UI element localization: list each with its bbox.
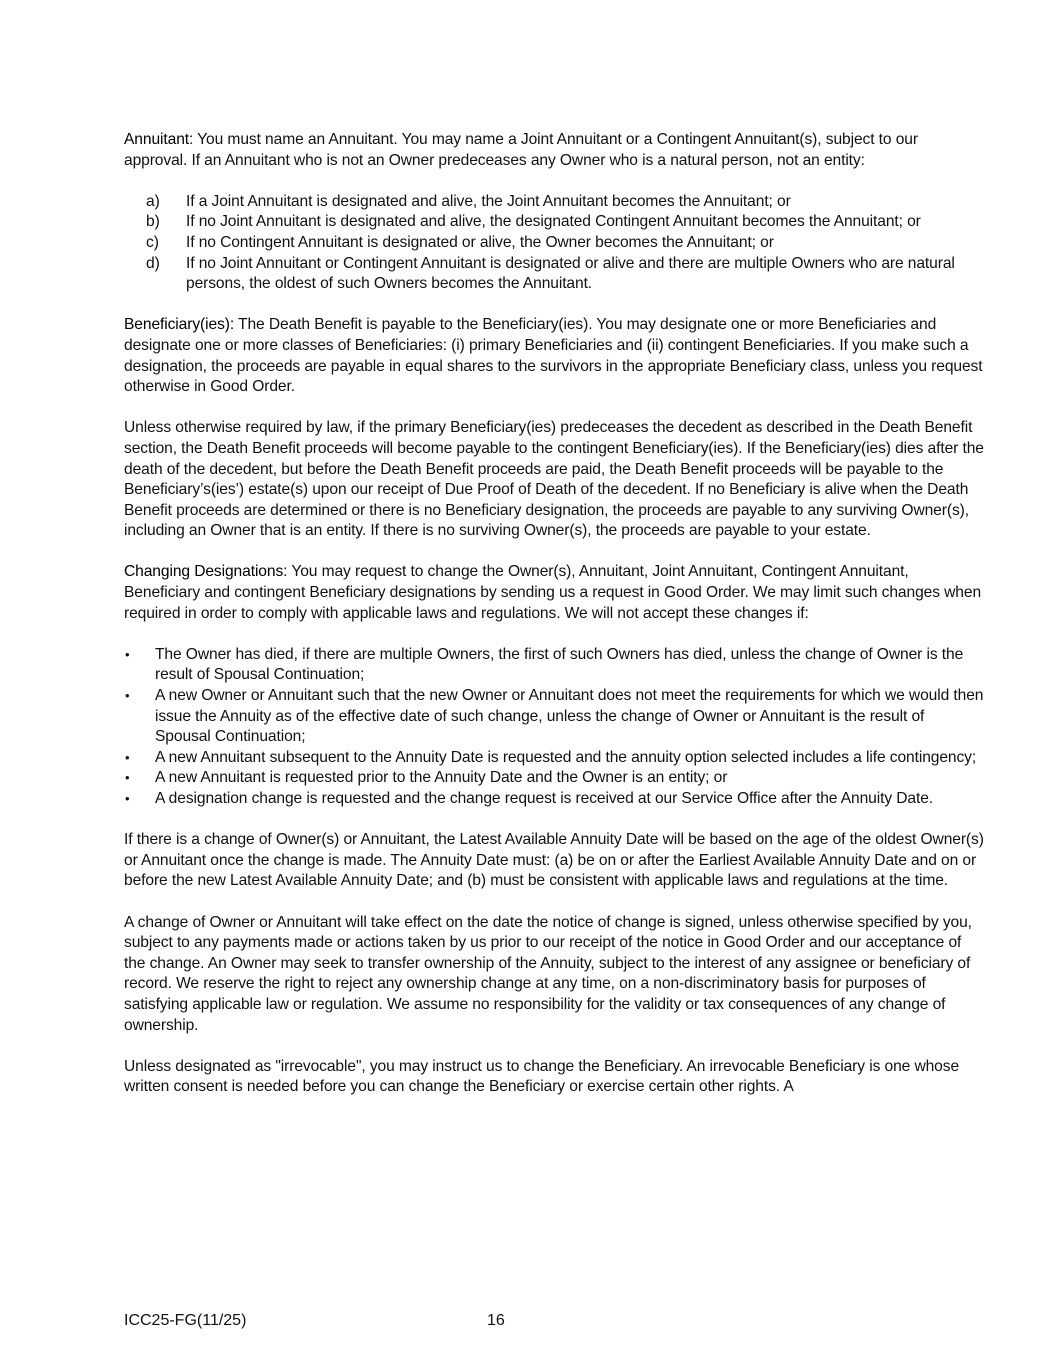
beneficiaries-heading: Beneficiary(ies): [124,316,235,334]
changing-designations-text: : You may request to change the Owner(s), Annuitant, Joint Annuitant, Contingent Annuitant, Beneficiary and contingent Beneficiary designations by sending us a request in Good Order. We may limit such changes when required in order to comply with applicable laws and regulations. We will not accept these changes if: [124,563,982,622]
list-item [124,192,984,213]
annuitant-paragraph [124,130,984,171]
list-item-text: If no Joint Annuitant is designated and alive, the designated Contingent Annuitant becomes the Annuitant; or [186,213,921,231]
irrevocable-beneficiary-paragraph: Unless designated as "irrevocable", you may instruct us to change the Beneficiary. An irrevocable Beneficiary is one whose written consent is needed before you can change the Beneficiary or exercise certain other rights. A [124,1057,960,1096]
annuitant-text: : You must name an Annuitant. You may name a Joint Annuitant or a Contingent Annuitant(s), subject to our approval. If an Annuitant who is not an Owner predeceases any Owner who is a natural person, not an entity: [124,131,918,169]
list-marker: d) [146,254,160,272]
page-number: 16 [487,1312,505,1329]
list-item [124,254,984,295]
form-code: ICC25-FG(11/25) [124,1312,247,1329]
list-item [124,233,984,254]
rejected-changes-list [124,645,984,810]
bullet-icon: • [125,749,130,765]
document-page [124,130,984,1119]
beneficiaries-paragraph [124,315,984,397]
list-item-text: A new Annuitant is requested prior to the Annuity Date and the Owner is an entity; or [155,769,728,787]
list-item-text: If no Joint Annuitant or Contingent Annuitant is designated or alive and there are multiple Owners who are natural persons, the oldest of such Owners becomes the Annuitant. [186,254,955,293]
list-item-text: A new Owner or Annuitant such that the new Owner or Annuitant does not meet the requirements for which we would then issue the Annuity as of the effective date of such change, unless the change of Owner or Annuitant is the result of Spousal Continuation; [155,687,984,746]
list-item [124,212,984,233]
changing-designations-heading: Changing Designations [124,563,284,581]
bullet-icon: • [125,770,130,786]
list-item-text: The Owner has died, if there are multiple Owners, the first of such Owners has died, unless the change of Owner is the result of Spousal Continuation; [155,645,964,684]
beneficiaries-text: The Death Benefit is payable to the Beneficiary(ies). You may designate one or more Beneficiaries and designate one or more classes of Beneficiaries: (i) primary Beneficiaries and (ii) contingent Beneficiaries. If you make such a designation, the proceeds are payable in equal shares to the survivors in the appropriate Beneficiary class, unless you request otherwise in Good Order. [124,316,983,396]
annuitant-heading: Annuitant [124,131,189,148]
list-item-text: If a Joint Annuitant is designated and alive, the Joint Annuitant becomes the Annuitant; or [186,192,791,210]
list-item-text: A new Annuitant subsequent to the Annuity Date is requested and the annuity option selected includes a life contingency; [155,748,977,766]
list-item [124,686,984,748]
list-item-text: If no Contingent Annuitant is designated or alive, the Owner becomes the Annuitant; or [186,233,774,251]
list-item [124,768,984,789]
list-marker: b) [146,213,160,231]
list-item [124,789,984,810]
ownership-change-paragraph: A change of Owner or Annuitant will take effect on the date the notice of change is signed, unless otherwise specified by you, subject to any payments made or actions taken by us prior to our receipt of the notice in Good Order and our acceptance of the change. An Owner may seek to transfer ownership of the Annuity, subject to the interest of any assignee or beneficiary of record. We reserve the right to reject any ownership change at any time, on a non-discriminatory basis for purposes of satisfying applicable law or regulation. We assume no responsibility for the validity or tax consequences of any change of ownership. [124,913,972,1034]
list-marker: a) [146,192,160,210]
list-item [124,748,984,769]
annuity-date-paragraph: If there is a change of Owner(s) or Annuitant, the Latest Available Annuity Date will be based on the age of the oldest Owner(s) or Annuitant once the change is made. The Annuity Date must: (a) be on or after the Earliest Available Annuity Date and on or before the new Latest Available Annuity Date; and (b) must be consistent with applicable laws and regulations at the time. [124,831,984,890]
annuitant-conditions-list [124,192,984,295]
beneficiaries-paragraph-2: Unless otherwise required by law, if the primary Beneficiary(ies) predeceases the decedent as described in the Death Benefit section, the Death Benefit proceeds will become payable to the contingent Beneficiary(ies). If the Beneficiary(ies) dies after the death of the decedent, but before the Death Benefit proceeds are paid, the Death Benefit proceeds will be payable to the Beneficiary’s(ies’) estate(s) upon our receipt of Due Proof of Death of the decedent. If no Beneficiary is alive when the Death Benefit proceeds are determined or there is no Beneficiary designation, the proceeds are payable to any surviving Owner(s), including an Owner that is an entity. If there is no surviving Owner(s), the proceeds are payable to your estate. [124,419,984,540]
list-marker: c) [146,233,159,251]
list-item [124,645,984,686]
list-item-text: A designation change is requested and the change request is received at our Service Office after the Annuity Date. [155,790,934,807]
changing-designations-paragraph [124,562,984,624]
bullet-icon: • [125,688,130,704]
bullet-icon: • [125,791,130,806]
bullet-icon: • [125,646,130,662]
